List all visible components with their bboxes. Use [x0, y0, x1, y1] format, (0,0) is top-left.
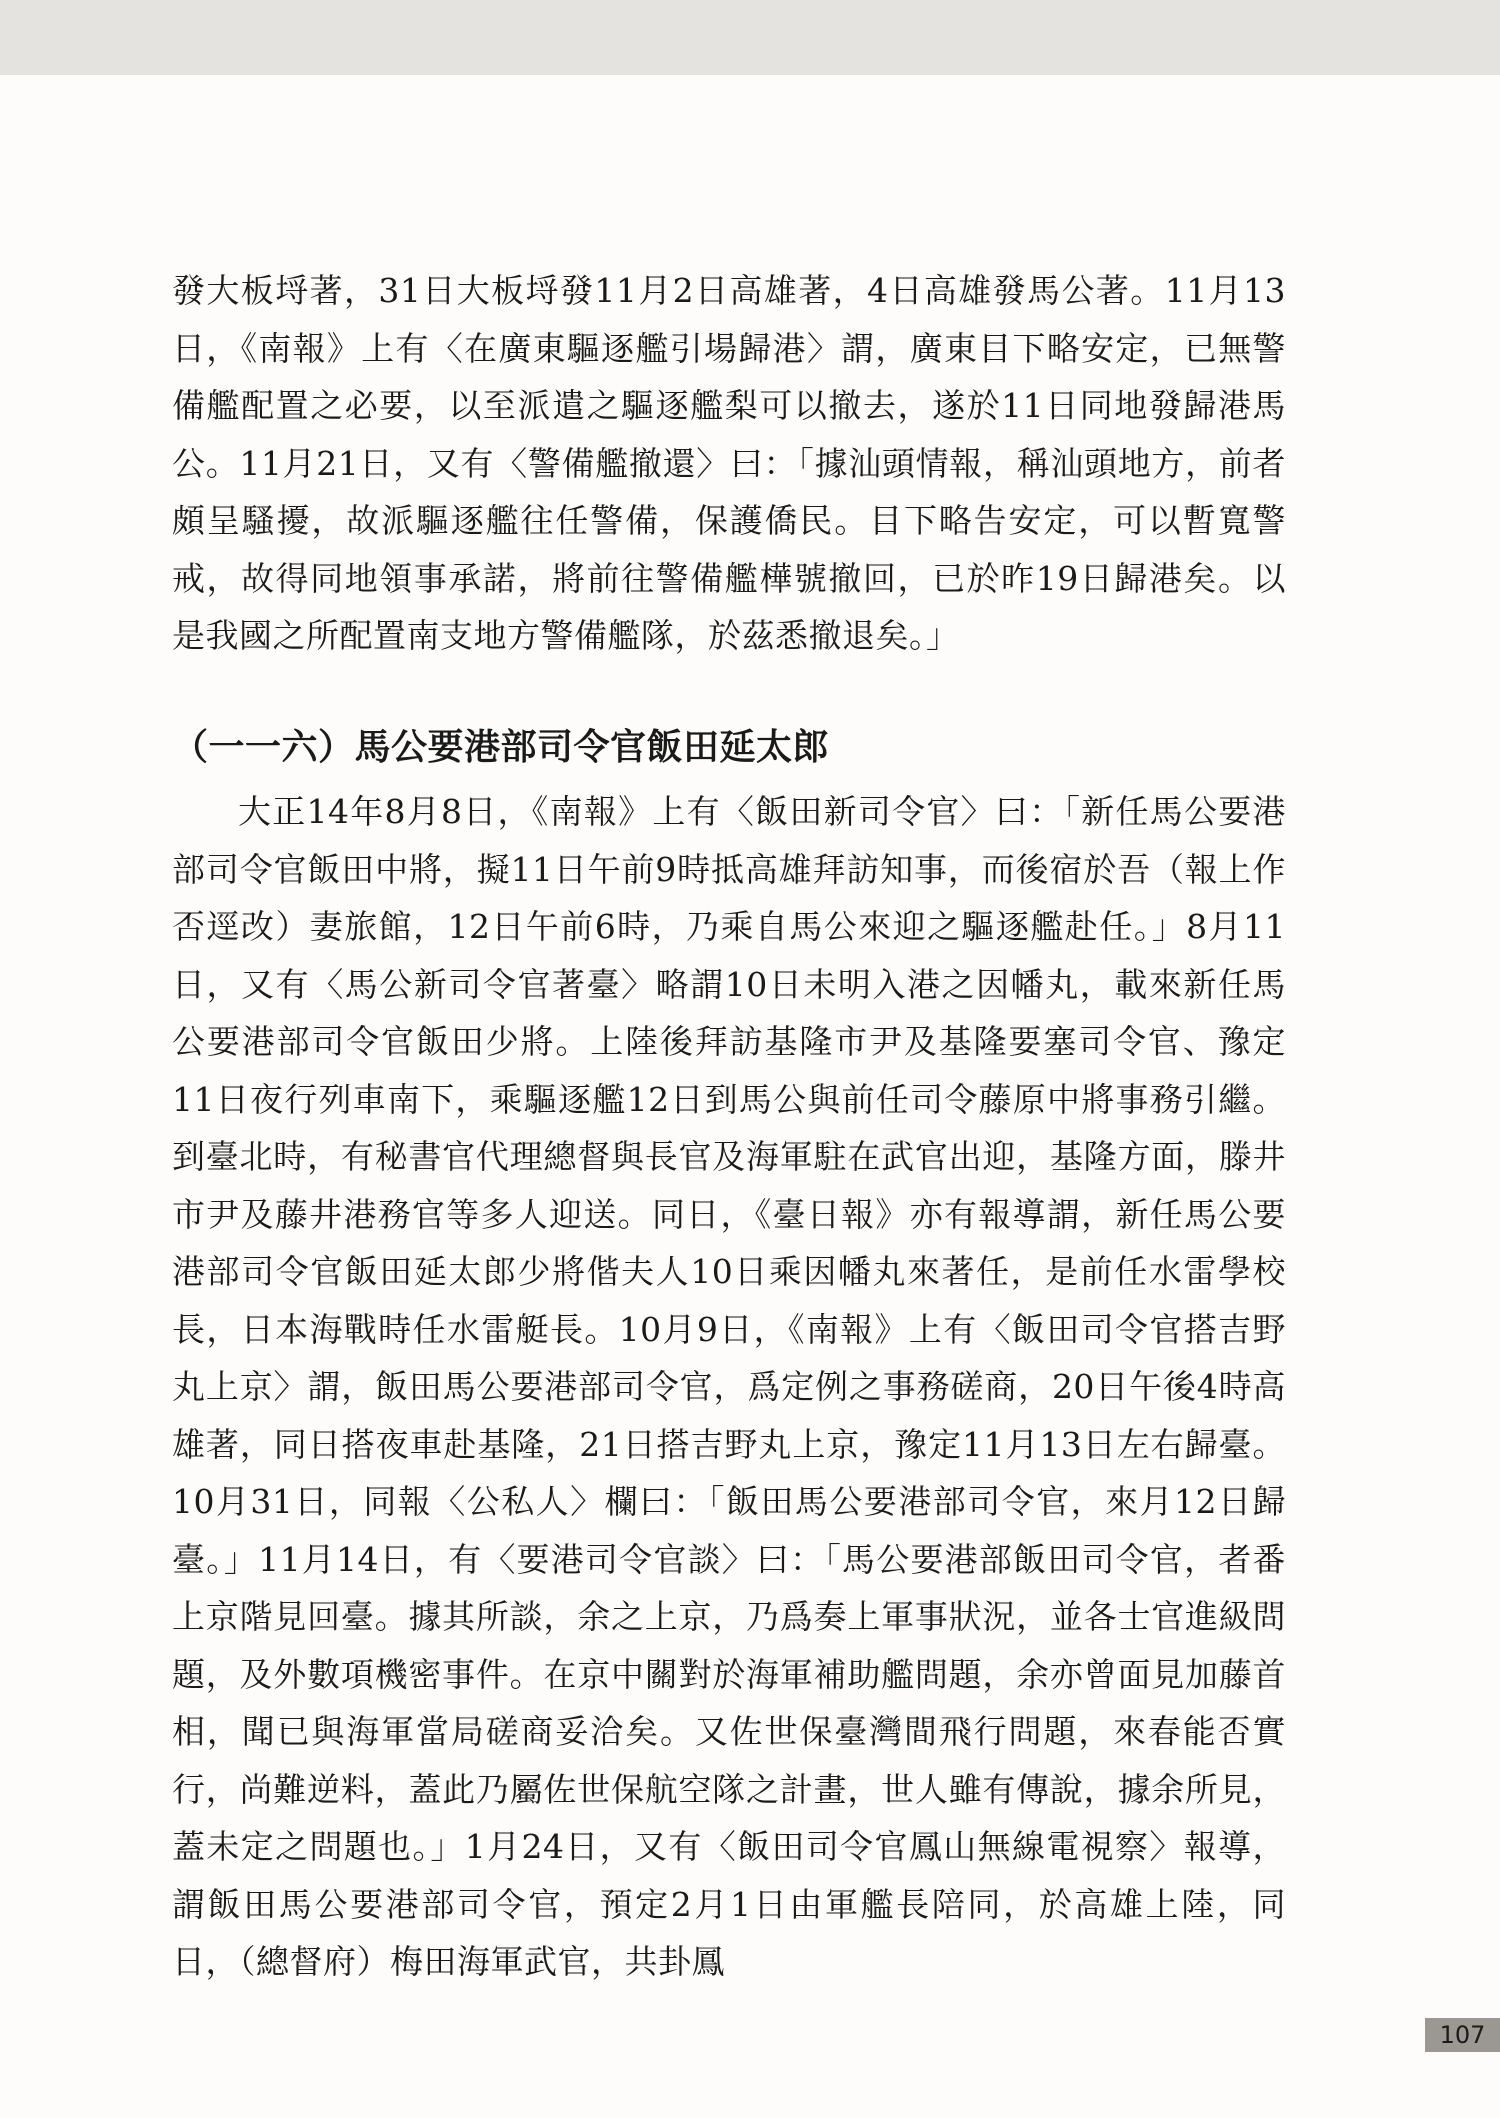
continued-paragraph: 發大板埒著，31日大板埒發11月2日高雄著，4日高雄發馬公著。11月13日，《南報》上有〈在廣東驅逐艦引場歸港〉謂，廣東目下略安定，已無警備艦配置之必要，以至派遣之驅逐艦梨可以撤去，遂於11日同地發歸港馬公。11月21日，又有〈警備艦撤還〉曰：「據汕頭情報，稱汕頭地方，前者頗呈騷擾，故派驅逐艦往任警備，保護僑民。目下略告安定，可以暫寬警戒，故得同地領事承諾，將前往警備艦樺號撤回，已於昨19日歸港矣。以是我國之所配置南支地方警備艦隊，於茲悉撤退矣。」 [172, 271, 1286, 655]
section-heading: （一一六）馬公要港部司令官飯田延太郎 [172, 727, 830, 768]
section-paragraph-block [172, 783, 1286, 1991]
continued-paragraph-block [172, 262, 1286, 665]
section-paragraph: 大正14年8月8日，《南報》上有〈飯田新司令官〉曰：「新任馬公要港部司令官飯田中將，擬11日午前9時抵高雄拜訪知事，而後宿於吾（報上作否逕改）妻旅館，12日午前6時，乃乘自馬公來迎之驅逐艦赴任。」8月11日，又有〈馬公新司令官著臺〉略謂10日未明入港之因幡丸，載來新任馬公要港部司令官飯田少將。上陸後拜訪基隆市尹及基隆要塞司令官、豫定11日夜行列車南下，乘驅逐艦12日到馬公與前任司令藤原中將事務引繼。到臺北時，有秘書官代理總督與長官及海軍駐在武官出迎，基隆方面，滕井市尹及藤井港務官等多人迎送。同日，《臺日報》亦有報導謂，新任馬公要港部司令官飯田延太郎少將偕夫人10日乘因幡丸來著任，是前任水雷學校長，日本海戰時任水雷艇長。10月9日，《南報》上有〈飯田司令官搭吉野丸上京〉謂，飯田馬公要港部司令官，爲定例之事務磋商，20日午後4時高雄著，同日搭夜車赴基隆，21日搭吉野丸上京，豫定11月13日左右歸臺。10月31日，同報〈公私人〉欄曰：「飯田馬公要港部司令官，來月12日歸臺。」11月14日，有〈要港司令官談〉曰：「馬公要港部飯田司令官，者番上京階見回臺。據其所談，余之上京，乃爲奏上軍事狀況，並各士官進級問題，及外數項機密事件。在京中關對於海軍補助艦問題，余亦曾面見加藤首相，聞已與海軍當局磋商妥洽矣。又佐世保臺灣間飛行問題，來春能否實行，尚難逆料，蓋此乃屬佐世保航空隊之計畫，世人雖有傳說，據余所見，蓋未定之問題也。」1月24日，又有〈飯田司令官鳳山無線電視察〉報導，謂飯田馬公要港部司令官，預定2月1日由軍艦長陪同，於高雄上陸，同日，（總督府）梅田海軍武官，共卦鳳 [172, 792, 1286, 1981]
page-number: 107 [1425, 2018, 1500, 2052]
scan-top-margin [0, 0, 1500, 75]
